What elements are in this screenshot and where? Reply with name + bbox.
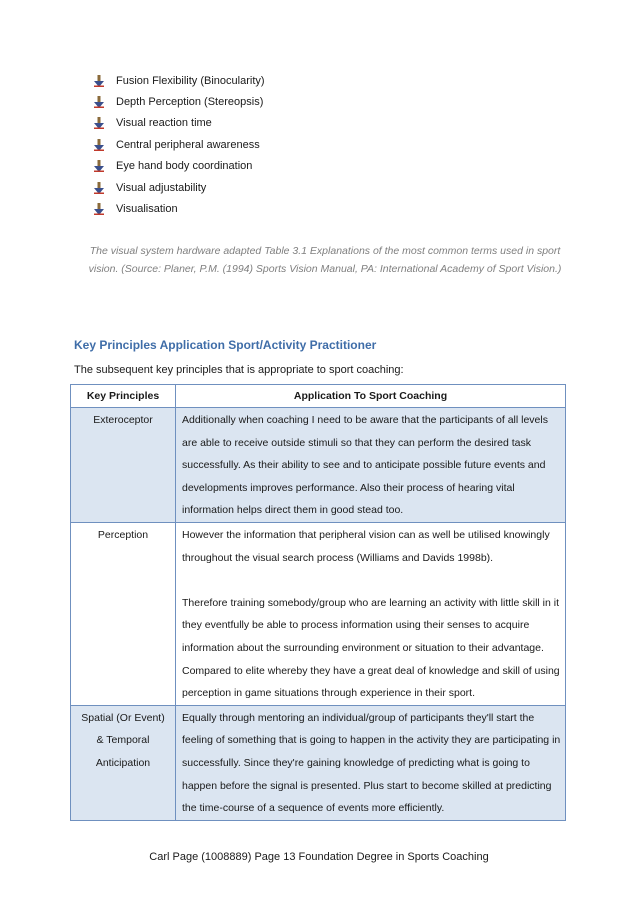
list-item xyxy=(94,91,265,112)
list-item xyxy=(94,113,265,134)
application-cell xyxy=(176,522,566,705)
application-cell xyxy=(176,705,566,820)
list-item xyxy=(94,156,265,177)
bullet-text: Visualisation xyxy=(116,203,178,216)
table-row xyxy=(71,705,566,820)
application-text: Equally through mentoring an individual/group of participants they'll start the feeling of something that is going to happen in the activity they are participating in successfully. Since they're gaining knowledge of predicting what is going to happen before the signal is presented. Plus start to become skilled at predicting the time-course of a sequence of events more efficiently. xyxy=(182,711,561,815)
bullet-list xyxy=(94,70,265,220)
table-row xyxy=(71,522,566,705)
principle-name: Perception xyxy=(97,528,149,541)
intro-text: The subsequent key principles that is appropriate to sport coaching: xyxy=(74,364,404,376)
application-text: Therefore training somebody/group who are learning an activity with little skill in it they eventfully be able to process information using their senses to acquire information about the surrounding environment or situation to their advantage. Compared to elite whereby they have a great deal of knowledge and skill of using perception in game situations through experience in their sport. xyxy=(182,596,560,700)
arrow-down-bullet-icon xyxy=(94,139,104,151)
application-text: However the information that peripheral vision can as well be utilised knowingly throughout the visual search process (Williams and Davids 1998b). xyxy=(182,528,550,564)
bullet-text: Visual adjustability xyxy=(116,181,207,194)
arrow-down-bullet-icon xyxy=(94,117,104,129)
arrow-down-bullet-icon xyxy=(94,160,104,172)
key-principles-table xyxy=(70,384,566,821)
principle-name-line: & Temporal xyxy=(96,734,150,747)
list-item xyxy=(94,198,265,219)
column-header-application: Application To Sport Coaching xyxy=(176,385,566,408)
principle-cell xyxy=(71,705,176,820)
table-row xyxy=(71,408,566,523)
bullet-text: Fusion Flexibility (Binocularity) xyxy=(116,74,265,87)
application-cell xyxy=(176,408,566,523)
arrow-down-bullet-icon xyxy=(94,182,104,194)
table-header-row xyxy=(71,385,566,408)
list-item xyxy=(94,177,265,198)
arrow-down-bullet-icon xyxy=(94,203,104,215)
bullet-text: Eye hand body coordination xyxy=(116,160,253,173)
principle-name-line: Spatial (Or Event) xyxy=(81,711,165,724)
section-heading: Key Principles Application Sport/Activity Practitioner xyxy=(74,338,377,352)
page-footer: Carl Page (1008889) Page 13 Foundation Degree in Sports Coaching xyxy=(149,851,489,863)
column-header-key-principles: Key Principles xyxy=(71,385,176,408)
list-item xyxy=(94,70,265,91)
principle-name-line: Anticipation xyxy=(95,756,151,769)
list-item xyxy=(94,134,265,155)
principle-name: Exteroceptor xyxy=(93,414,153,426)
table-caption: The visual system hardware adapted Table 3.1 Explanations of the most common terms used in sport vision. (Source: Planer, P.M. (1994) Sports Vision Manual, PA: International Academy of Sport Vision.) xyxy=(88,245,562,275)
application-text: Additionally when coaching I need to be aware that the participants of all levels are able to receive outside stimuli so that they can perform the desired task successfully. As their ability to see and to anticipate possible future events and developments improves performance. Also their process of hearing vital information helps direct them in good stead too. xyxy=(182,414,548,517)
principle-cell xyxy=(71,408,176,523)
paragraph-gap xyxy=(182,569,561,592)
principle-cell xyxy=(71,522,176,705)
arrow-down-bullet-icon xyxy=(94,75,104,87)
bullet-text: Central peripheral awareness xyxy=(116,138,260,151)
bullet-text: Depth Perception (Stereopsis) xyxy=(116,96,264,109)
bullet-text: Visual reaction time xyxy=(116,117,212,130)
arrow-down-bullet-icon xyxy=(94,96,104,108)
